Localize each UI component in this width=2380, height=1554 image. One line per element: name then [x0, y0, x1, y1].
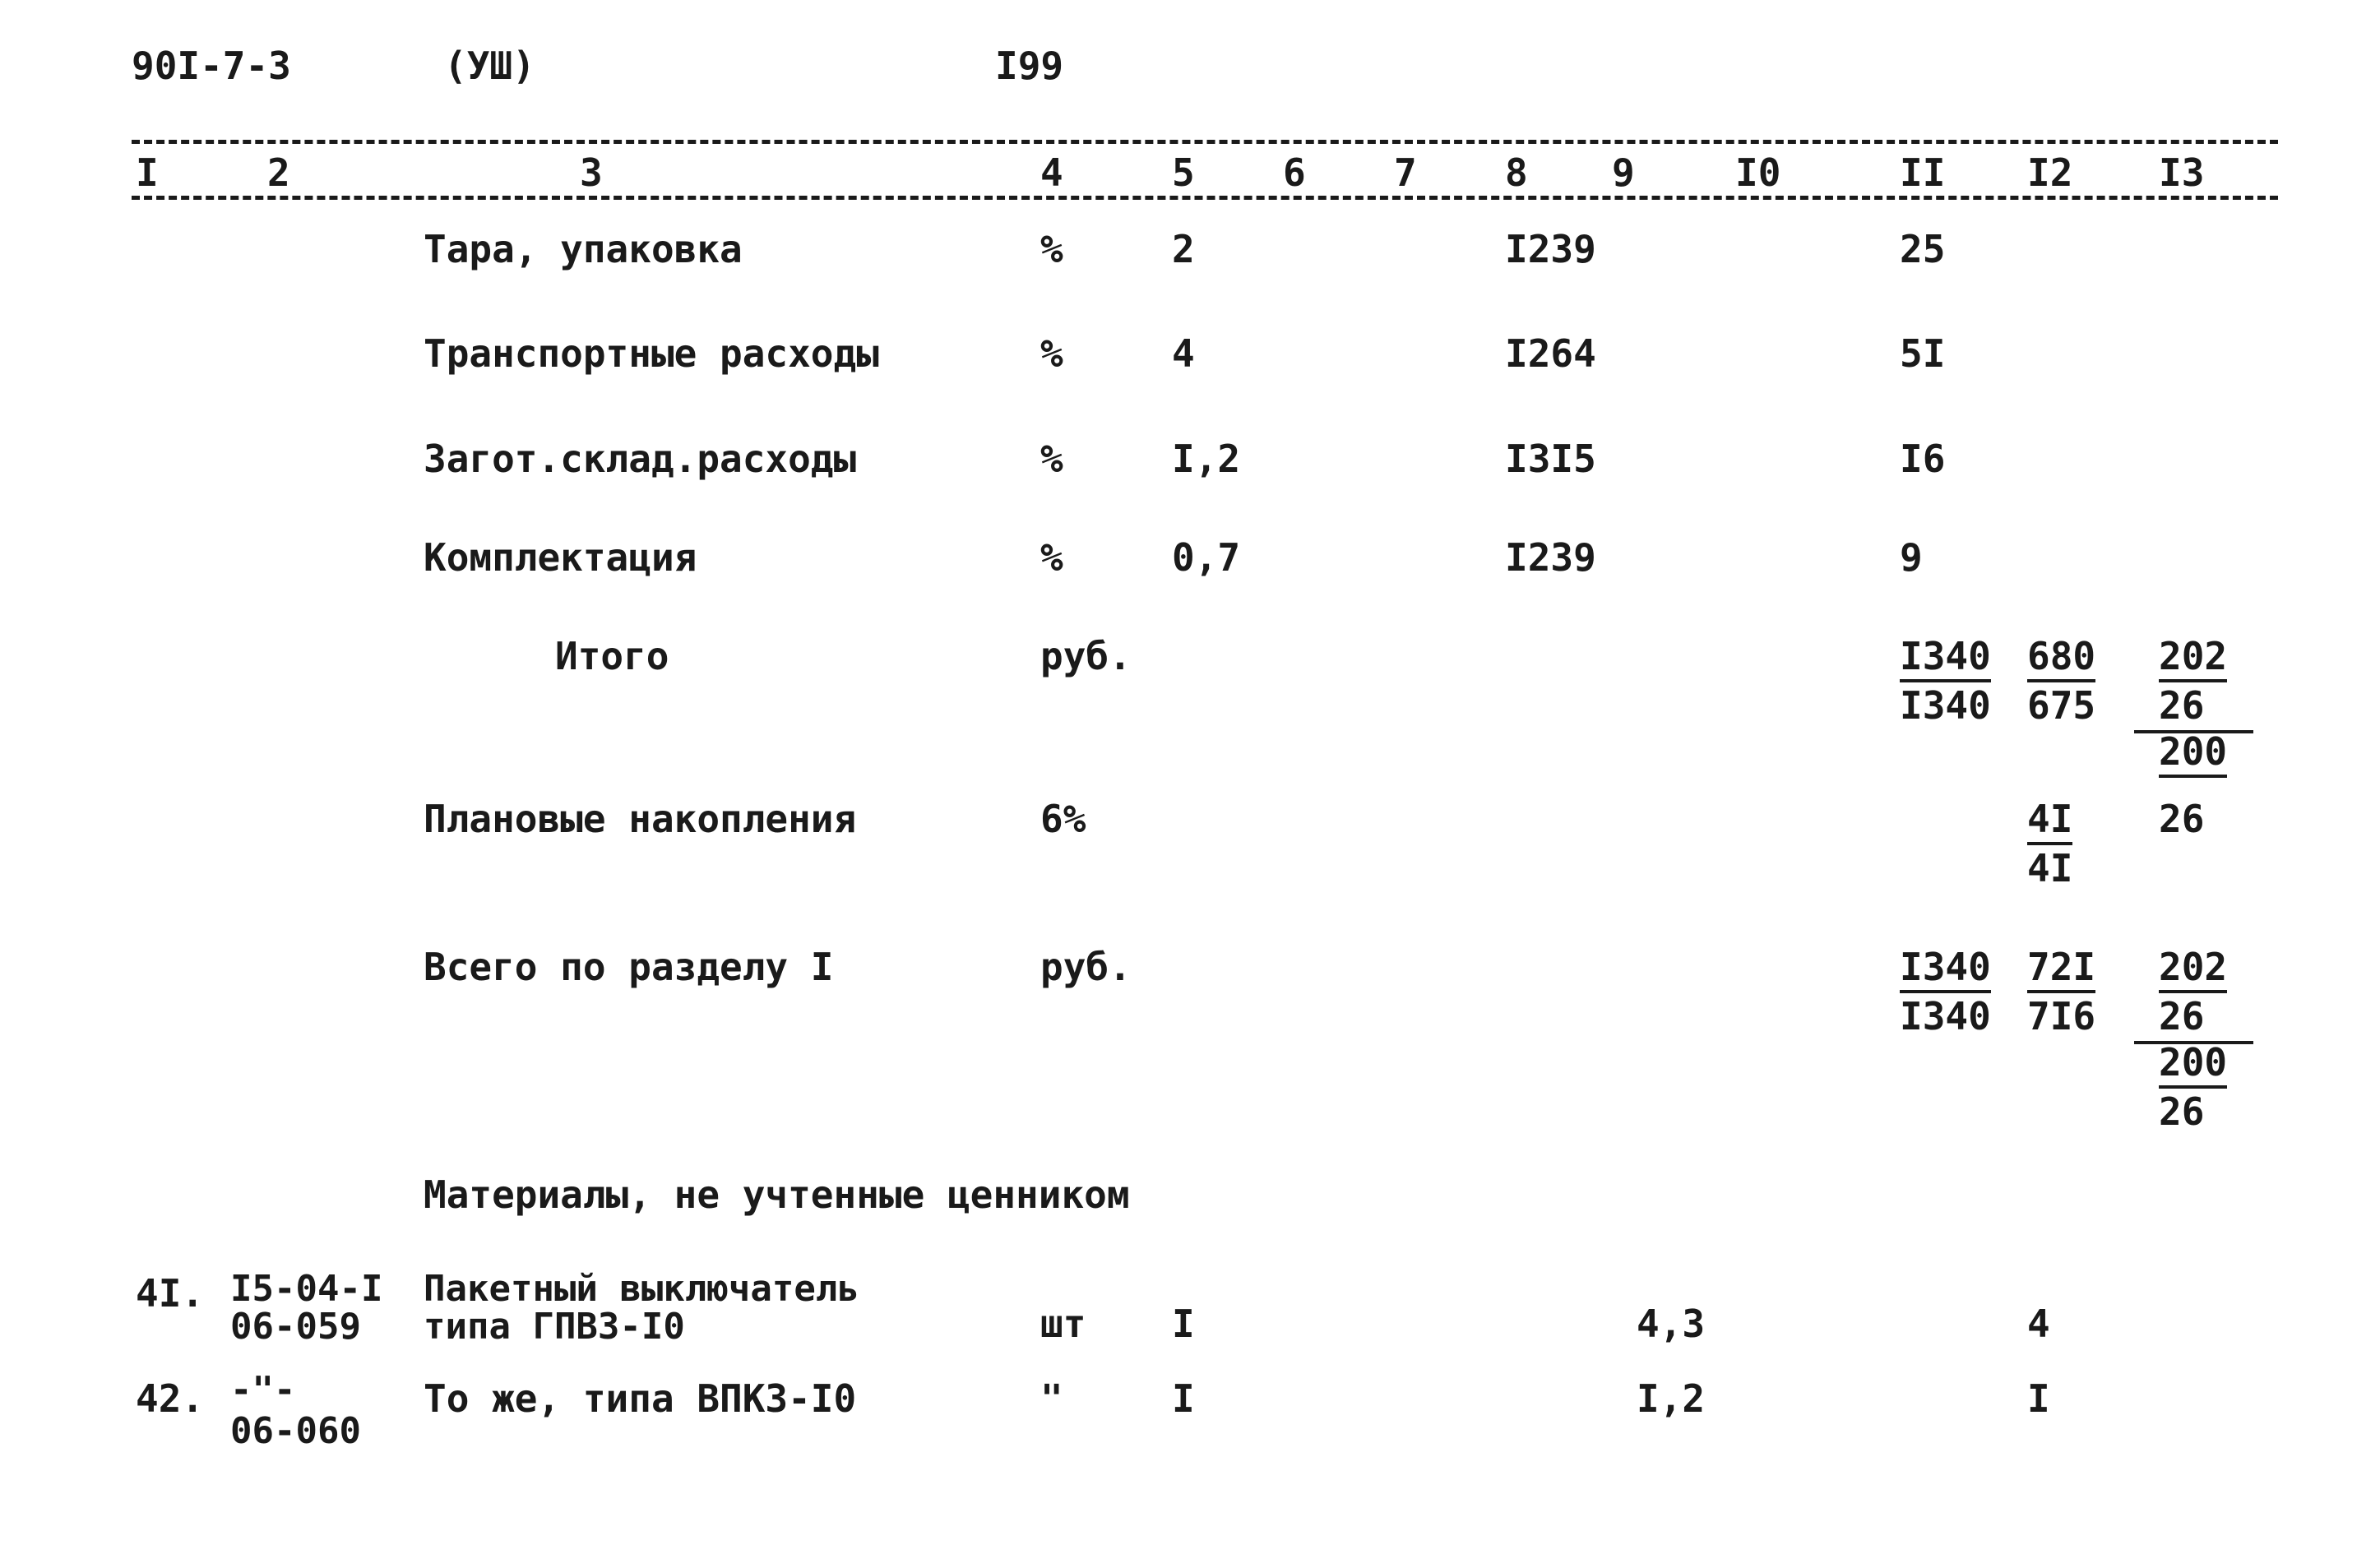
page-number: I99: [995, 44, 1064, 88]
item-name-line1: Пакетный выключатель: [424, 1268, 859, 1310]
row-unit: %: [1040, 535, 1063, 580]
itogo-unit: руб.: [1040, 634, 1132, 678]
vsego-col13: [2159, 944, 2227, 1135]
column-number: 3: [580, 150, 603, 195]
column-number: I: [136, 150, 159, 195]
vsego-col13-a: 202: [2159, 944, 2227, 993]
row-unit: %: [1040, 331, 1063, 376]
vsego-col12-bottom: 7I6: [2027, 994, 2096, 1038]
materials-heading: Материалы, не учтенные ценником: [424, 1172, 1130, 1217]
itogo-col13-c: 200: [2159, 728, 2227, 778]
vsego-col11-top: I340: [1900, 944, 1991, 993]
row-col5: 2: [1172, 227, 1195, 271]
item-unit: шт: [1040, 1302, 1086, 1346]
row-name: Транспортные расходы: [424, 331, 879, 376]
planovye-col13: 26: [2159, 797, 2205, 841]
row-col5: I,2: [1172, 437, 1241, 481]
vsego-unit: руб.: [1040, 945, 1132, 989]
volume-label: (УШ): [444, 44, 535, 88]
itogo-col12-bottom: 675: [2027, 683, 2096, 728]
item-col9: I,2: [1637, 1376, 1706, 1421]
itogo-col13: [2159, 633, 2227, 778]
column-number: I0: [1735, 150, 1781, 195]
itogo-col13-fraction-line: [2134, 730, 2253, 733]
item-name-line1: То же, типа ВПКЗ-I0: [424, 1376, 857, 1421]
vsego-col11-bottom: I340: [1900, 994, 1991, 1038]
column-number: II: [1900, 150, 1946, 195]
row-unit: %: [1040, 227, 1063, 271]
item-col12: I: [2027, 1376, 2050, 1421]
row-col8: I264: [1505, 331, 1596, 376]
row-name: Тара, упаковка: [424, 227, 743, 271]
column-number: 4: [1040, 150, 1063, 195]
planovye-col12: [2027, 796, 2072, 891]
column-number: 8: [1505, 150, 1528, 195]
row-col8: I3I5: [1505, 437, 1596, 481]
header-rule-bottom: [132, 196, 2278, 200]
item-number: 4I.: [136, 1271, 205, 1316]
item-number: 42.: [136, 1376, 205, 1421]
vsego-col13-d: 26: [2159, 1089, 2205, 1134]
itogo-col11: [1900, 633, 1991, 728]
planovye-unit: 6%: [1040, 797, 1086, 841]
row-unit: %: [1040, 437, 1063, 481]
vsego-col13-fraction-line: [2134, 1041, 2253, 1044]
row-col8: I239: [1505, 227, 1596, 271]
item-code-line2: 06-060: [230, 1410, 361, 1452]
item-code-line2: 06-059: [230, 1306, 361, 1348]
item-col9: 4,3: [1637, 1302, 1706, 1346]
item-name-line2: типа ГПВЗ-I0: [424, 1306, 685, 1348]
document-code: 90I-7-3: [132, 44, 291, 88]
itogo-col13-b: 26: [2159, 683, 2205, 728]
item-col12: 4: [2027, 1302, 2050, 1346]
header-rule-top: [132, 140, 2278, 144]
item-code-line1: -"-: [230, 1369, 296, 1411]
vsego-col13-c: 200: [2159, 1039, 2227, 1089]
vsego-col11: [1900, 944, 1991, 1039]
planovye-label: Плановые накопления: [424, 797, 857, 841]
row-col5: 4: [1172, 331, 1195, 376]
vsego-label: Всего по разделу I: [424, 945, 834, 989]
row-name: Комплектация: [424, 535, 697, 580]
planovye-col12-bottom: 4I: [2027, 846, 2073, 890]
column-number: I3: [2159, 150, 2205, 195]
column-number: I2: [2027, 150, 2073, 195]
row-col8: I239: [1505, 535, 1596, 580]
column-number: 6: [1283, 150, 1306, 195]
itogo-col11-top: I340: [1900, 633, 1991, 682]
itogo-col13-a: 202: [2159, 633, 2227, 682]
item-quantity: I: [1172, 1376, 1195, 1421]
column-number: 9: [1612, 150, 1635, 195]
row-col11: 5I: [1900, 331, 1946, 376]
row-col5: 0,7: [1172, 535, 1241, 580]
itogo-col11-bottom: I340: [1900, 683, 1991, 728]
row-col11: I6: [1900, 437, 1946, 481]
item-quantity: I: [1172, 1302, 1195, 1346]
row-name: Загот.склад.расходы: [424, 437, 857, 481]
column-number: 5: [1172, 150, 1195, 195]
itogo-col12-top: 680: [2027, 633, 2095, 682]
itogo-col12: [2027, 633, 2095, 728]
row-col11: 25: [1900, 227, 1946, 271]
vsego-col12-top: 72I: [2027, 944, 2095, 993]
item-unit: ": [1040, 1376, 1063, 1421]
item-code-line1: I5-04-I: [230, 1268, 383, 1310]
column-number: 2: [267, 150, 290, 195]
column-number: 7: [1394, 150, 1417, 195]
itogo-label: Итого: [555, 634, 669, 678]
planovye-col12-top: 4I: [2027, 796, 2072, 845]
vsego-col13-b: 26: [2159, 994, 2205, 1038]
vsego-col12: [2027, 944, 2095, 1039]
row-col11: 9: [1900, 535, 1923, 580]
